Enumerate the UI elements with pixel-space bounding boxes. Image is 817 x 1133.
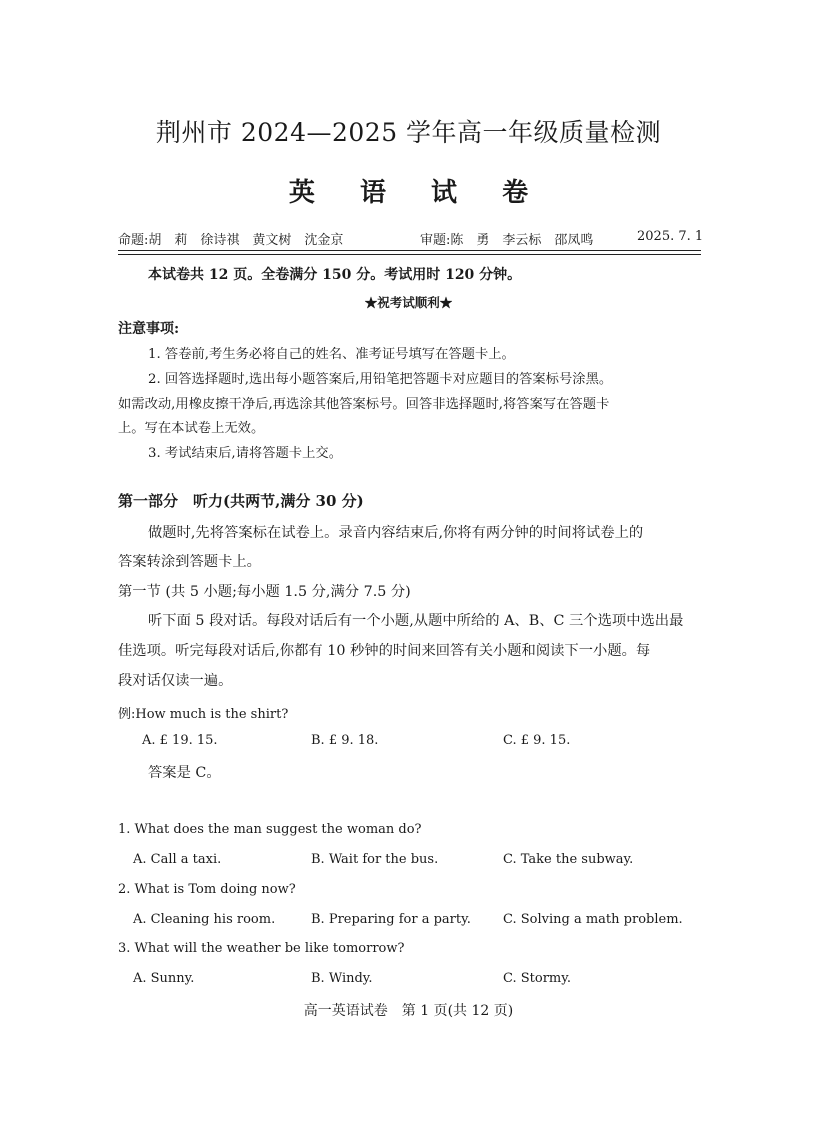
section1-heading: 第一节 (共 5 小题;每小题 1.5 分,满分 7.5 分) <box>118 584 411 600</box>
exam-intro: 本试卷共 12 页。全卷满分 150 分。考试用时 120 分钟。 <box>148 267 522 283</box>
divider-rule <box>118 250 701 251</box>
reviewers-line <box>420 229 601 248</box>
question-2-option-b: B. Preparing for a party. <box>311 912 471 927</box>
notice-item-3: 3. 考试结束后,请将答题卡上交。 <box>148 446 342 461</box>
question-2-option-c: C. Solving a math problem. <box>503 912 683 927</box>
part1-instruction: 做题时,先将答案标在试卷上。录音内容结束后,你将有两分钟的时间将试卷上的 <box>148 525 644 541</box>
question-2: 2. What is Tom doing now? <box>118 882 296 897</box>
notice-heading: 注意事项: <box>118 321 180 337</box>
example-question: 例:How much is the shirt? <box>118 707 289 722</box>
question-3: 3. What will the weather be like tomorrow? <box>118 941 405 956</box>
question-2-option-a: A. Cleaning his room. <box>133 912 276 927</box>
good-luck-banner: ★祝考试顺利★ <box>364 295 453 310</box>
notice-item-1: 1. 答卷前,考生务必将自己的姓名、准考证号填写在答题卡上。 <box>148 347 515 362</box>
section1-instruction-cont: 段对话仅读一遍。 <box>118 673 233 689</box>
example-answer: 答案是 C。 <box>148 765 221 781</box>
question-1-option-b: B. Wait for the bus. <box>311 852 439 867</box>
section1-instruction-cont: 佳选项。听完每段对话后,你都有 10 秒钟的时间来回答有关小题和阅读下一小题。每 <box>118 643 651 659</box>
part1-heading: 第一部分 听力(共两节,满分 30 分) <box>118 492 364 510</box>
question-3-option-a: A. Sunny. <box>133 971 195 986</box>
notice-item-2-cont: 如需改动,用橡皮擦干净后,再选涂其他答案标号。回答非选择题时,将答案写在答题卡 <box>118 397 610 412</box>
divider-rule <box>118 254 701 255</box>
credits-line <box>118 229 351 248</box>
exam-subtitle: 英 语 试 卷 <box>288 178 547 208</box>
example-option-b: B. £ 9. 18. <box>311 733 379 748</box>
question-3-option-c: C. Stormy. <box>503 971 571 986</box>
proposers: 命题:胡 莉 徐诗祺 黄文树 沈金京 <box>118 233 344 248</box>
notice-item-2: 2. 回答选择题时,选出每小题答案后,用铅笔把答题卡对应题目的答案标号涂黑。 <box>148 372 613 387</box>
part1-instruction-cont: 答案转涂到答题卡上。 <box>118 554 261 570</box>
reviewers: 审题:陈 勇 李云标 邵凤鸣 <box>420 233 594 248</box>
exam-title: 荆州市 2024—2025 学年高一年级质量检测 <box>155 118 662 147</box>
notice-item-2-cont: 上。写在本试卷上无效。 <box>118 421 265 436</box>
question-1-option-a: A. Call a taxi. <box>133 852 222 867</box>
example-option-c: C. £ 9. 15. <box>503 733 571 748</box>
example-option-a: A. £ 19. 15. <box>142 733 218 748</box>
question-1: 1. What does the man suggest the woman do? <box>118 822 422 837</box>
section1-instruction: 听下面 5 段对话。每段对话后有一个小题,从题中所给的 A、B、C 三个选项中选出最 <box>148 613 684 629</box>
question-1-option-c: C. Take the subway. <box>503 852 634 867</box>
page-footer: 高一英语试卷 第 1 页(共 12 页) <box>303 1003 514 1019</box>
question-3-option-b: B. Windy. <box>311 971 373 986</box>
exam-date: 2025. 7. 1 <box>637 229 704 244</box>
